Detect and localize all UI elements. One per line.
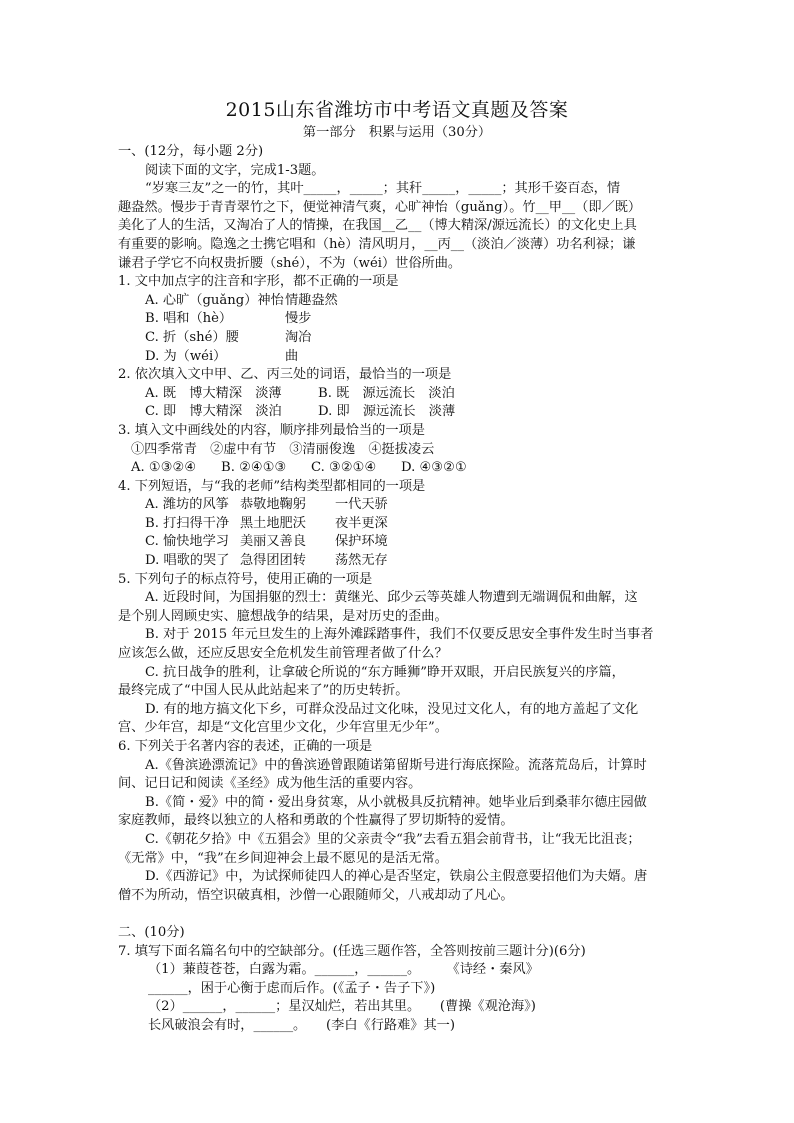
- question-1-option-b: [118, 310, 684, 329]
- section-1-heading: 一、(12分，每小题 2分): [118, 144, 264, 159]
- option-text: D. 唱歌的哭了: [145, 553, 230, 569]
- question-6-stem: 6. 下列关于名著内容的表述，正确的一项是: [118, 739, 373, 754]
- question-1-option-c: [118, 329, 684, 348]
- option-text: C. 折（shé）腰: [145, 329, 239, 345]
- question-7-line-2: ______，困于心衡于虑而后作。(《孟子・告子下》): [148, 980, 436, 996]
- option-text: C. 愉快地学习: [145, 534, 229, 550]
- option-text: A. 心旷（guǎng）神怡: [145, 292, 284, 308]
- question-4-option-a: [118, 496, 684, 515]
- option-text: C. 即 博大精深 淡泊: [145, 404, 282, 420]
- question-4-stem: 4. 下列短语，与“我的老师”结构类型都相同的一项是: [118, 478, 426, 494]
- passage-line: 有重要的影响。隐逸之士携它唱和（hè）清风明月，__丙__（淡泊／淡薄）功名利禄；谦: [118, 236, 636, 252]
- section-spacer: [118, 905, 684, 924]
- option-text: 情趣盎然: [285, 292, 338, 308]
- option-text: A. 潍坊的风筝: [145, 497, 229, 513]
- question-6-option-d: D.《西游记》中，为试探师徒四人的禅心是否坚定，铁扇公主假意要招他们为夫婿。唐: [145, 869, 648, 885]
- question-4-option-d: [118, 552, 684, 571]
- question-7-line-3: （2）______，______；星汉灿烂，若出其里。 (曹操《观沧海》): [148, 999, 536, 1015]
- passage-line: 美化了人的生活，又淘冶了人的情操，在我国__乙__（博大精深/源远流长）的文化史上具: [118, 218, 637, 234]
- question-5-option-b: B. 对于 2015 年元旦发生的上海外滩踩踏事件，我们不仅要反思安全事件发生时当事者: [145, 627, 654, 643]
- passage-line: “岁寒三友”之一的竹，其叶_____，_____；其秆_____，_____；其形千姿百态，情: [145, 181, 621, 197]
- option-text: 美丽又善良: [240, 534, 306, 550]
- question-6-option-a-cont: 间、记日记和阅读《圣经》成为他生活的重要内容。: [118, 776, 422, 792]
- question-7-line-1: （1）蒹葭苍苍，白露为霜。______，______。 《诗经・秦风》: [148, 962, 539, 978]
- option-text: B. 既 源远流长 淡泊: [318, 385, 455, 401]
- option-text: 保护环境: [335, 534, 388, 550]
- option-text: 一代天骄: [335, 497, 388, 513]
- passage-line: 趣盎然。慢步于青青翠竹之下，便觉神清气爽，心旷神怡（guǎng）。竹__甲__（即／既）: [118, 199, 642, 215]
- question-6-option-c: C.《朝花夕拾》中《五猖会》里的父亲责令“我”去看五猖会前背书，让“我无比沮丧；: [145, 831, 641, 847]
- question-5-option-d: D. 有的地方搞文化下乡，可群众没品过文化味，没见过文化人，有的地方盖起了文化: [145, 701, 639, 717]
- option-text: C. ③②①④: [311, 460, 377, 476]
- question-6-option-d-cont: 僧不为所动，悟空识破真相，沙僧一心跟随师父，八戒却动了凡心。: [118, 887, 514, 903]
- exam-title: 2015山东省潍坊市中考语文真题及答案: [225, 99, 569, 121]
- question-6-option-b-cont: 家庭教师，最终以独立的人格和勇敢的个性赢得了罗切斯特的爱情。: [118, 813, 514, 829]
- section-2-heading: 二、(10分): [118, 924, 185, 940]
- option-text: 慢步: [285, 311, 312, 327]
- option-text: B. 唱和（hè）: [145, 311, 233, 327]
- option-text: 淘冶: [285, 329, 312, 345]
- reading-passage: [118, 180, 684, 273]
- option-text: 黑土地肥沃: [240, 515, 306, 531]
- question-4-option-b: [118, 515, 684, 534]
- question-5-option-a: A. 近段时间，为国捐躯的烈士：黄继光、邱少云等英雄人物遭到无端调侃和曲解，这: [145, 590, 638, 606]
- question-6-option-b: B.《简・爱》中的简・爱出身贫寒，从小就极具反抗精神。她毕业后到桑菲尔德庄园做: [145, 794, 647, 810]
- exam-body: [118, 143, 684, 1036]
- option-text: 夜半更深: [335, 515, 388, 531]
- option-text: B. ②④①③: [221, 460, 287, 476]
- option-text: 曲: [285, 348, 299, 364]
- option-text: B. 打扫得干净: [145, 515, 230, 531]
- question-1-option-d: [118, 348, 684, 367]
- part-subtitle: 第一部分 积累与运用（30分）: [302, 125, 492, 140]
- passage-line: 谦君子学它不向权贵折腰（shé），不为（wéi）世俗所曲。: [118, 255, 462, 271]
- option-text: A. ①③②④: [131, 460, 197, 476]
- question-7-stem: 7. 填写下面名篇名句中的空缺部分。(任选三题作答，全答则按前三题计分)(6分): [118, 943, 586, 959]
- question-2-options-cd: [118, 403, 684, 422]
- option-text: A. 既 博大精深 淡薄: [145, 385, 282, 401]
- section-1-intro: 阅读下面的文字，完成1-3题。: [145, 162, 325, 178]
- question-5-option-c-cont: 最终完成了“中国人民从此站起来了”的历史转折。: [118, 683, 409, 699]
- question-5-option-a-cont: 是个别人罔顾史实、臆想战争的结果，是对历史的歪曲。: [118, 608, 448, 624]
- question-1-option-a: [118, 292, 684, 311]
- question-3-options: [118, 459, 684, 478]
- question-4-option-c: [118, 533, 684, 552]
- question-6-option-a: A.《鲁滨逊漂流记》中的鲁滨逊曾跟随诺第留斯号进行海底探险。流落荒岛后，计算时: [145, 757, 647, 773]
- question-5-option-b-cont: 应该怎么做，还应反思安全危机发生前管理者做了什么？: [118, 646, 448, 662]
- option-text: D. 即 源远流长 淡薄: [318, 404, 456, 420]
- question-3-stem: 3. 填入文中画线处的内容，顺序排列最恰当的一项是: [118, 422, 425, 438]
- question-2-options-ab: [118, 385, 684, 404]
- question-1-stem: 1. 文中加点字的注音和字形，都不正确的一项是: [118, 274, 399, 290]
- option-text: D. 为（wéi）: [145, 348, 227, 364]
- question-5-option-d-cont: 宫、少年宫，却是“文化宫里少文化，少年宫里无少年”。: [118, 720, 448, 736]
- option-text: 荡然无存: [335, 553, 388, 569]
- question-5-stem: 5. 下列句子的标点符号，使用正确的一项是: [118, 571, 373, 587]
- option-text: 急得团团转: [240, 553, 306, 569]
- option-text: 恭敬地鞠躬: [240, 497, 306, 513]
- question-2-stem: 2. 依次填入文中甲、乙、丙三处的词语，最恰当的一项是: [118, 367, 452, 383]
- question-3-items: ①四季常青 ②虚中有节 ③清丽俊逸 ④挺拔凌云: [131, 441, 435, 457]
- question-6-option-c-cont: 《无常》中，“我”在乡间迎神会上最不愿见的是活无常。: [118, 850, 448, 866]
- question-7-line-4: 长风破浪会有时，______。 (李白《行路难》其一): [148, 1017, 456, 1033]
- option-text: D. ④③②①: [401, 460, 467, 476]
- question-5-option-c: C. 抗日战争的胜利，让拿破仑所说的“东方睡狮”睁开双眼，开启民族复兴的序篇，: [145, 664, 625, 680]
